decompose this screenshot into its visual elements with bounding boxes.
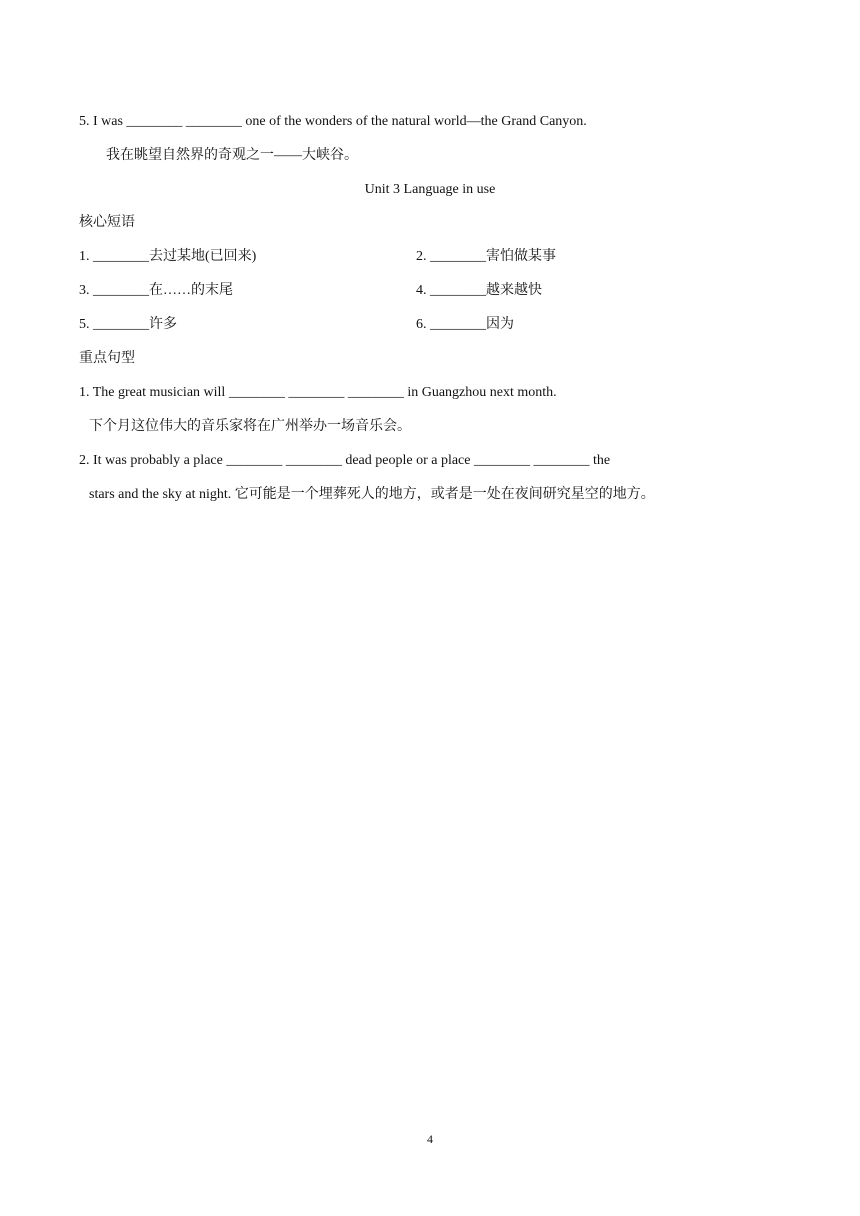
phrase-item-1: 1. ________去过某地(已回来) xyxy=(79,249,257,264)
exercise-5-english: 5. I was ________ ________ one of the wonders of the natural world—the Grand Canyon. xyxy=(79,114,587,129)
phrase-item-6: 6. ________因为 xyxy=(416,317,514,332)
sentences-heading: 重点句型 xyxy=(79,351,135,366)
exercise-5-chinese: 我在眺望自然界的奇观之一——大峡谷。 xyxy=(106,148,358,163)
sentence-1-english: 1. The great musician will ________ ________ ________ in Guangzhou next month. xyxy=(79,385,557,400)
phrase-item-2: 2. ________害怕做某事 xyxy=(416,249,556,264)
sentence-1-chinese: 下个月这位伟大的音乐家将在广州举办一场音乐会。 xyxy=(89,419,411,434)
sentence-2-english: 2. It was probably a place ________ ________ dead people or a place ________ ________ the xyxy=(79,453,611,468)
phrase-item-3: 3. ________在……的末尾 xyxy=(79,283,233,298)
sentence-2-continuation: stars and the sky at night. 它可能是一个埋葬死人的地方，或者是一处在夜间研究星空的地方。 xyxy=(89,487,655,502)
unit-title: Unit 3 Language in use xyxy=(364,182,496,197)
page-number: 4 xyxy=(427,1132,433,1146)
phrase-item-4: 4. ________越来越快 xyxy=(416,283,542,298)
phrase-item-5: 5. ________许多 xyxy=(79,317,177,332)
phrases-heading: 核心短语 xyxy=(79,215,135,230)
